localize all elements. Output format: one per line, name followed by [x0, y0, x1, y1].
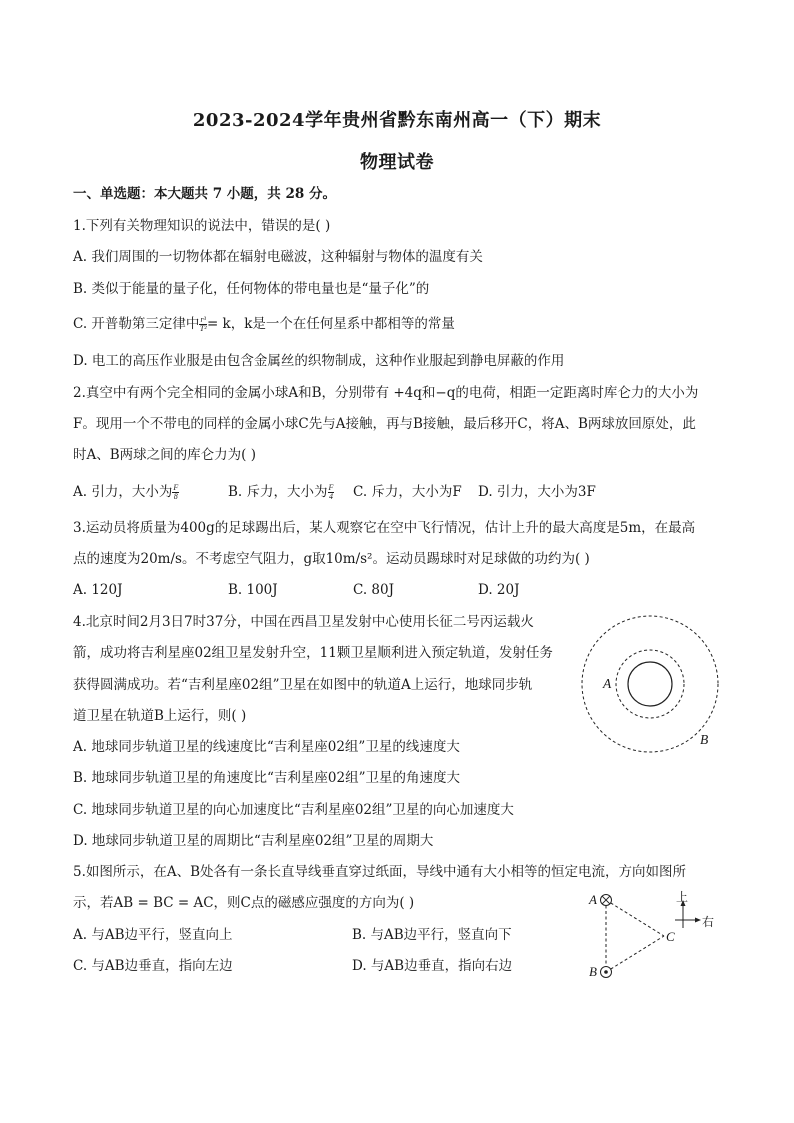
q3-option-d: D. 20J	[478, 582, 520, 598]
q2-option-a	[73, 482, 179, 502]
q2-stem-line2: F。现用一个不带电的同样的金属小球C先与A接触，再与B接触，最后移开C，将A、B两球放回原处，此	[73, 416, 696, 432]
q3-option-a: A. 120J	[73, 582, 123, 598]
q2-option-a-fraction	[172, 484, 179, 501]
q5-stem-line2: 示，若AB = BC = AC，则C点的磁感应强度的方向为( )	[73, 895, 415, 911]
earth-circle	[628, 662, 672, 706]
q2-option-b-prefix: B. 斥力，大小为	[228, 484, 328, 500]
q3-option-c: C. 80J	[353, 582, 395, 598]
q3-option-b: B. 100J	[228, 582, 278, 598]
kepler-fraction	[199, 316, 207, 333]
q1-option-a: A. 我们周围的一切物体都在辐射电磁波，这种辐射与物体的温度有关	[73, 249, 483, 265]
side-bc	[606, 936, 664, 972]
wire-triangle-diagram	[584, 884, 724, 984]
q2-stem-line1: 2.真空中有两个完全相同的金属小球A和B，分别带有 +4q和−q的电荷，相距一定距离时库仑力的大小为	[73, 385, 699, 401]
q4-option-c: C. 地球同步轨道卫星的向心加速度比“吉利星座02组”卫星的向心加速度大	[73, 802, 514, 818]
q2-option-d: D. 引力，大小为3F	[478, 484, 596, 500]
q2-option-c: C. 斥力，大小为F	[353, 484, 462, 500]
q4-option-a: A. 地球同步轨道卫星的线速度比“吉利星座02组”卫星的线速度大	[73, 739, 460, 755]
q2-option-b	[228, 482, 334, 502]
q4-stem-line3: 获得圆满成功。若“吉利星座02组”卫星在如图中的轨道A上运行，地球同步轨	[73, 677, 533, 693]
direction-label-right: 右	[702, 915, 715, 929]
q2-option-a-prefix: A. 引力，大小为	[73, 484, 173, 500]
q5-option-d: D. 与AB边垂直，指向右边	[352, 958, 513, 974]
q1-option-b: B. 类似于能量的量子化，任何物体的带电量也是“量子化”的	[73, 281, 430, 297]
current-into-page-icon	[601, 895, 612, 906]
q4-stem-line1: 4.北京时间2月3日7时37分，中国在西昌卫星发射中心使用长征二号丙运载火	[73, 614, 534, 630]
q4-option-d: D. 地球同步轨道卫星的周期比“吉利星座02组”卫星的周期大	[73, 833, 434, 849]
q1-option-c	[73, 314, 455, 334]
current-out-of-page-icon	[601, 967, 612, 978]
q1-stem: 1.下列有关物理知识的说法中，错误的是( )	[73, 218, 331, 234]
q5-option-a: A. 与AB边平行，竖直向上	[73, 927, 233, 943]
direction-label-up: 上	[676, 890, 689, 904]
exam-title: 2023-2024学年贵州省黔东南州高一（下）期末	[192, 110, 602, 131]
q3-stem-line1: 3.运动员将质量为400g的足球踢出后，某人观察它在空中飞行情况，估计上升的最大高度是5m，在最高	[73, 520, 696, 536]
section-heading: 一、单选题：本大题共 7 小题，共 28 分。	[73, 186, 336, 202]
wire-label-a: A	[589, 892, 597, 907]
exam-subtitle: 物理试卷	[360, 152, 434, 173]
q4-stem-line2: 箭，成功将吉利星座02组卫星发射升空，11颗卫星顺利进入预定轨道，发射任务	[73, 645, 553, 661]
q5-option-b: B. 与AB边平行，竖直向下	[352, 927, 512, 943]
q1-option-c-prefix: C. 开普勒第三定律中	[73, 316, 200, 332]
q4-stem-line4: 道卫星在轨道B上运行，则( )	[73, 708, 247, 724]
wire-label-b: B	[589, 964, 597, 979]
q5-option-c: C. 与AB边垂直，指向左边	[73, 958, 233, 974]
kepler-fraction-denominator: T²	[199, 324, 207, 333]
q2-option-b-denominator: 4	[328, 492, 333, 501]
q5-stem-line1: 5.如图所示，在A、B处各有一条长直导线垂直穿过纸面，导线中通有大小相等的恒定电流，方向如图所	[73, 864, 687, 880]
q1-option-d: D. 电工的高压作业服是由包含金属丝的织物制成，这种作业服起到静电屏蔽的作用	[73, 353, 565, 369]
q3-stem-line2: 点的速度为20m/s。不考虑空气阻力，g取10m/s²。运动员踢球时对足球做的功约为( )	[73, 551, 590, 567]
orbit-a	[616, 650, 684, 718]
point-label-c: C	[666, 929, 675, 944]
kepler-fraction-numerator: r³	[200, 315, 206, 324]
q4-option-b: B. 地球同步轨道卫星的角速度比“吉利星座02组”卫星的角速度大	[73, 770, 460, 786]
q2-option-b-numerator: F	[328, 483, 334, 492]
orbit-label-a: A	[603, 676, 612, 691]
orbit-label-b: B	[700, 732, 709, 747]
side-ac	[606, 900, 664, 936]
q2-stem-line3: 时A、B两球之间的库仑力为( )	[73, 447, 256, 463]
q1-option-c-suffix: = k，k是一个在任何星系中都相等的常量	[206, 316, 455, 332]
q2-option-a-numerator: F	[173, 483, 179, 492]
q2-option-a-denominator: 8	[173, 492, 178, 501]
q2-option-b-fraction	[328, 484, 335, 501]
